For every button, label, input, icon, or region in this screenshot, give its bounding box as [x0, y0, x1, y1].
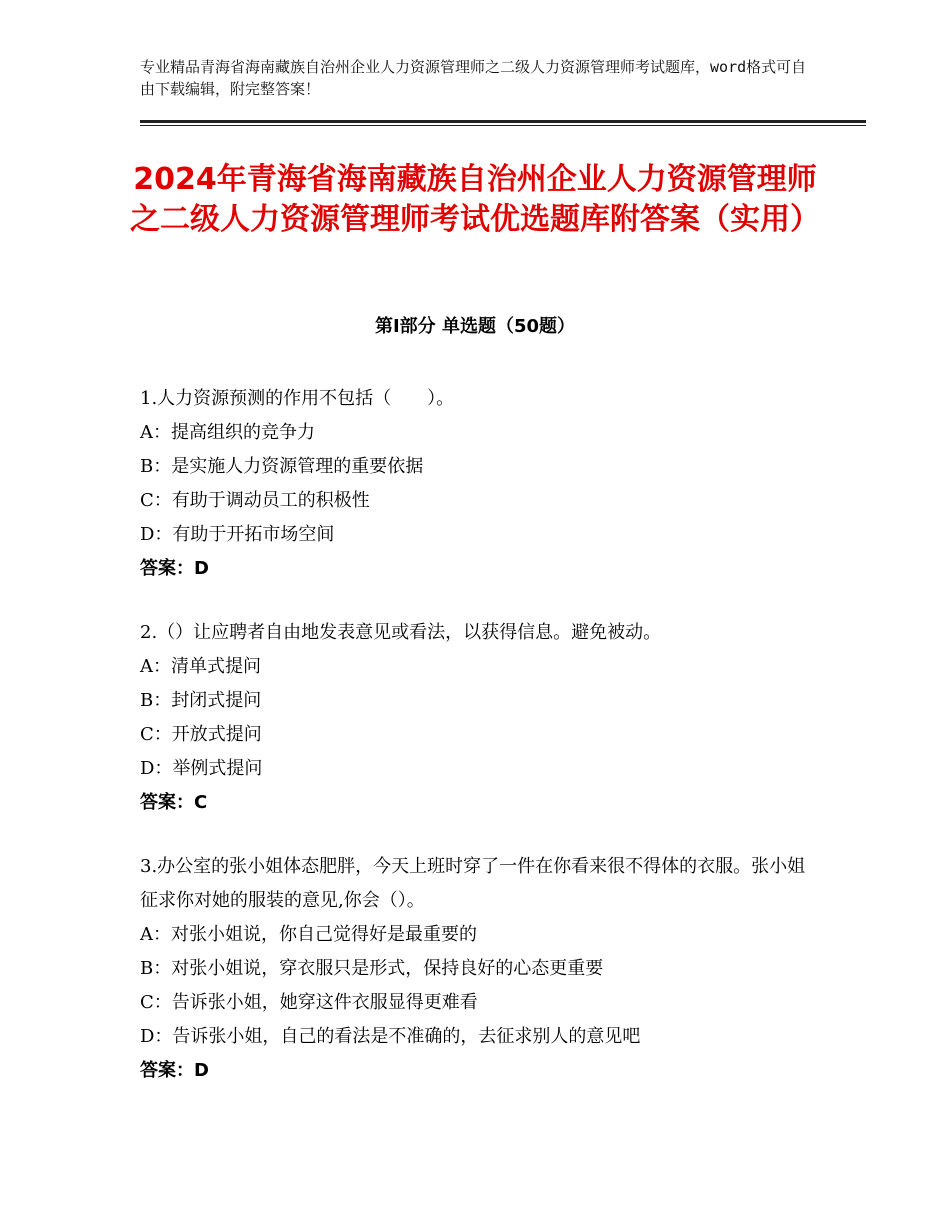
question-3	[140, 850, 820, 1088]
option-a: A：清单式提问	[140, 656, 261, 677]
question-list	[140, 382, 820, 1118]
option-c: C：开放式提问	[140, 724, 262, 745]
option-c: C：告诉张小姐，她穿这件衣服显得更难看	[140, 992, 478, 1013]
option-c: C：有助于调动员工的积极性	[140, 490, 370, 511]
header-rule-thick	[140, 120, 866, 123]
question-2	[140, 616, 820, 820]
answer-label: 答案：C	[140, 792, 208, 813]
option-a: A：提高组织的竞争力	[140, 422, 315, 443]
header-rule-thin	[140, 125, 866, 126]
section-title: 第Ⅰ部分 单选题（50题）	[374, 316, 575, 337]
question-text: 3.办公室的张小姐体态肥胖，今天上班时穿了一件在你看来很不得体的衣服。张小姐征求你对她的服装的意见,你会（）。	[140, 856, 806, 911]
answer-label: 答案：D	[140, 1060, 209, 1081]
option-b: B：是实施人力资源管理的重要依据	[140, 456, 424, 477]
header-note: 专业精品青海省海南藏族自治州企业人力资源管理师之二级人力资源管理师考试题库，word格式可自由下载编辑，附完整答案！	[140, 58, 807, 98]
option-b: B：封闭式提问	[140, 690, 262, 711]
option-b: B：对张小姐说，穿衣服只是形式，保持良好的心态更重要	[140, 958, 604, 979]
question-text: 1.人力资源预测的作用不包括（ ）。	[140, 388, 455, 409]
answer-label: 答案：D	[140, 558, 209, 579]
option-d: D：举例式提问	[140, 758, 263, 779]
option-a: A：对张小姐说，你自己觉得好是最重要的	[140, 924, 477, 945]
option-d: D：有助于开拓市场空间	[140, 524, 335, 545]
question-1	[140, 382, 820, 586]
document-title: 2024年青海省海南藏族自治州企业人力资源管理师之二级人力资源管理师考试优选题库附答案（实用）	[130, 162, 820, 237]
option-d: D：告诉张小姐，自己的看法是不准确的，去征求别人的意见吧	[140, 1026, 641, 1047]
question-text: 2.（）让应聘者自由地发表意见或看法，以获得信息。避免被动。	[140, 622, 662, 643]
